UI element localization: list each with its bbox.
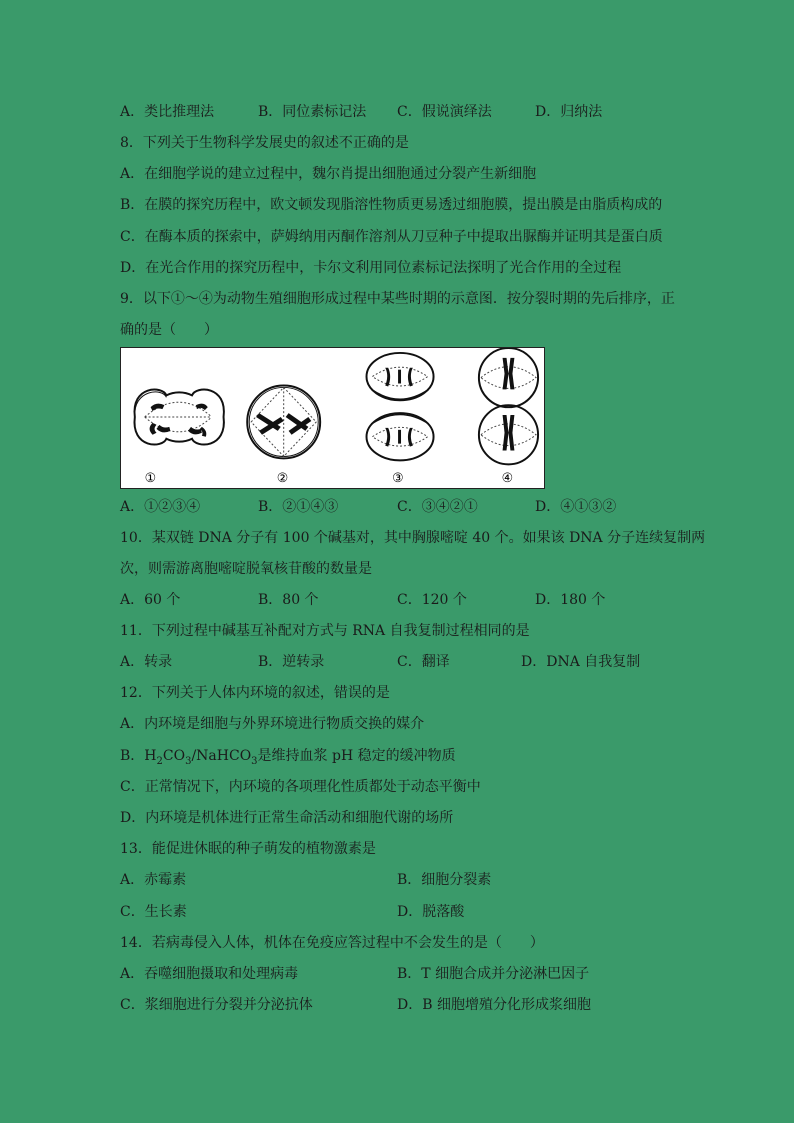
q10-stem-line1: 10．某双链 DNA 分子有 100 个碱基对，其中胸腺嘧啶 40 个。如果该 DNA 分子连续复制两	[120, 530, 706, 546]
q13-option-b: B．细胞分裂素	[397, 872, 492, 888]
q7-option-d: D．归纳法	[535, 104, 603, 120]
q7-option-c: C．假说演绎法	[397, 104, 492, 120]
q14-option-d: D．B 细胞增殖分化形成浆细胞	[397, 997, 591, 1013]
q12-option-a: A．内环境是细胞与外界环境进行物质交换的媒介	[120, 716, 425, 732]
q13-stem: 13．能促进休眠的种子萌发的植物激素是	[120, 841, 376, 857]
q10-stem-line2: 次，则需游离胞嘧啶脱氧核苷酸的数量是	[120, 561, 372, 577]
q8-stem: 8．下列关于生物科学发展史的叙述不正确的是	[120, 135, 409, 151]
q8-option-d: D．在光合作用的探究历程中，卡尔文利用同位素标记法探明了光合作用的全过程	[120, 260, 622, 276]
q12-option-d: D．内环境是机体进行正常生命活动和细胞代谢的场所	[120, 810, 454, 826]
q8-option-b: B．在膜的探究历程中，欧文顿发现脂溶性物质更易透过细胞膜，提出膜是由脂质构成的	[120, 197, 663, 213]
q11-option-a: A．转录	[120, 654, 173, 670]
cell-division-figure	[120, 347, 545, 489]
cell-4	[479, 348, 538, 486]
q8-option-c: C．在酶本质的探索中，萨姆纳用丙酮作溶剂从刀豆种子中提取出脲酶并证明其是蛋白质	[120, 229, 663, 245]
q14-option-a: A．吞噬细胞摄取和处理病毒	[120, 966, 299, 982]
q10-option-c: C．120 个	[397, 592, 467, 608]
q11-option-b: B．逆转录	[258, 654, 325, 670]
cell-2	[247, 385, 320, 486]
q11-option-c: C．翻译	[397, 654, 450, 670]
q10-option-b: B．80 个	[258, 592, 319, 608]
q12-option-c: C．正常情况下，内环境的各项理化性质都处于动态平衡中	[120, 779, 481, 795]
q7-option-a: A．类比推理法	[120, 104, 215, 120]
q10-option-a: A．60 个	[120, 592, 181, 608]
q8-option-a: A．在细胞学说的建立过程中，魏尔肖提出细胞通过分裂产生新细胞	[120, 166, 537, 182]
q9-option-a: A．①②③④	[120, 499, 201, 515]
q9-stem-line1: 9．以下①～④为动物生殖细胞形成过程中某些时期的示意图．按分裂时期的先后排序，正	[120, 291, 675, 307]
q13-option-a: A．赤霉素	[120, 872, 187, 888]
q10-option-d: D．180 个	[535, 592, 606, 608]
q9-stem-line2: 确的是（ ）	[120, 322, 218, 338]
q14-stem: 14．若病毒侵入人体，机体在免疫应答过程中不会发生的是（ ）	[120, 935, 544, 951]
cell-division-diagram	[121, 348, 544, 488]
figure-label-4: ④	[501, 471, 514, 487]
q12-option-b: B．$H_2CO_3/NaHCO_3$是维持血浆 pH 稳定的缓冲物质	[120, 748, 456, 767]
figure-label-2: ②	[276, 471, 289, 487]
q12-stem: 12．下列关于人体内环境的叙述，错误的是	[120, 685, 390, 701]
figure-label-3: ③	[392, 471, 404, 487]
q11-option-d: D．DNA 自我复制	[521, 654, 641, 670]
q9-option-b: B．②①④③	[258, 499, 339, 515]
q13-option-d: D．脱落酸	[397, 904, 465, 920]
q9-option-c: C．③④②①	[397, 499, 478, 515]
cell-1	[134, 390, 223, 487]
figure-label-1: ①	[144, 471, 157, 487]
q14-option-b: B．T 细胞合成并分泌淋巴因子	[397, 966, 590, 982]
q9-option-d: D．④①③②	[535, 499, 617, 515]
q7-option-b: B．同位素标记法	[258, 104, 367, 120]
q13-option-c: C．生长素	[120, 904, 187, 920]
q14-option-c: C．浆细胞进行分裂并分泌抗体	[120, 997, 313, 1013]
cell-3	[367, 353, 434, 486]
q11-stem: 11．下列过程中碱基互补配对方式与 RNA 自我复制过程相同的是	[120, 623, 530, 639]
